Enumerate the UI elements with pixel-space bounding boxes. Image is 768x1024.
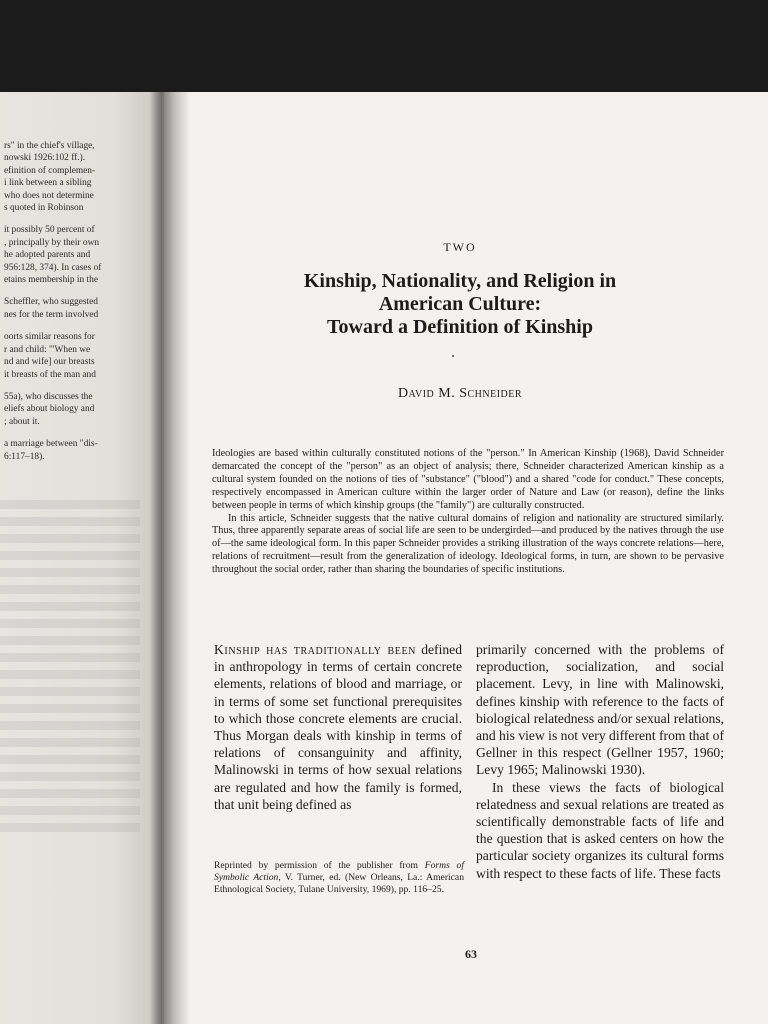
- body-paragraph: primarily concerned with the problems of reproduction, socialization, and social placement. Levy, in line with Malinowski, defines kinship with reference to the facts of biological relatedness and/or sexual relations, and his view is not very different from that of Gellner in this respect (Gellner 1957, 1960; Levy 1965; Malinowski 1930).: [476, 642, 725, 778]
- note-line: 956:128, 374). In cases of: [4, 262, 102, 273]
- title-line: Kinship, Nationality, and Religion in: [303, 270, 617, 292]
- note-line: , principally by their own: [4, 237, 100, 248]
- body-paragraph: In these views the facts of biological relatedness and sexual relations are treated as scientifically demonstrable facts of life and the question that is asked centers on how the particular society organizes its cultural forms with respect to these facts of life. These facts: [476, 779, 724, 881]
- note-line: oorts similar reasons for: [4, 332, 95, 343]
- note-block-4: [4, 331, 124, 381]
- footnote-text: , V. Turner, ed. (New Orleans, La.: American Ethnological Society, Tulane University, 1969), pp. 116–25.: [214, 872, 464, 896]
- note-line: who does not determine: [4, 190, 94, 201]
- note-line: 6:117–18).: [4, 451, 45, 462]
- note-line: nd and wife] our breasts: [4, 357, 95, 368]
- note-line: it possibly 50 percent of: [4, 225, 95, 236]
- facing-page-notes: [4, 140, 124, 473]
- note-line: eliefs about biology and: [4, 404, 95, 415]
- note-line: rs" in the chief's village,: [4, 141, 95, 151]
- note-line: 55a), who discusses the: [4, 391, 93, 402]
- abstract-paragraph-2: In this article, Schneider suggests that the native cultural domains of religion and nationality are structured similarly. Thus, three apparently separate areas of social life are seen to be undergirded—and produced by the natives through the use of—the same ideological form. In this paper Schneider provides a striking illustration of the ways concrete relations—here, relations of recruitment—result from the generalization of ideology. Ideological forms, in turn, are shown to be pervasive throughout the social order, rather than sharing the boundaries of specific institutions.: [212, 512, 724, 576]
- book-spine-edge: [162, 92, 164, 1024]
- note-line: ; about it.: [4, 416, 40, 427]
- note-line: he adopted parents and: [4, 250, 91, 261]
- author-name: David M. Schneider: [397, 386, 523, 401]
- note-line: Scheffler, who suggested: [4, 297, 98, 308]
- book-gutter-shadow: [150, 92, 190, 1024]
- note-block-3: [4, 296, 124, 321]
- title-line: Toward a Definition of Kinship: [327, 316, 593, 338]
- author-byline: [196, 386, 724, 402]
- reprint-footnote: [214, 860, 464, 897]
- body-column-right: [476, 641, 724, 882]
- opening-words: Kinship has traditionally been: [214, 642, 416, 657]
- note-line: efinition of complemen-: [4, 165, 96, 176]
- bleed-through-text: [0, 500, 140, 840]
- footnote-book-title: Forms of Symbolic Action: [214, 860, 464, 884]
- abstract-paragraph-1: Ideologies are based within culturally constituted notions of the "person." In American Kinship (1968), David Schneider demarcated the concept of the "person" as an object of analysis; there, Schneider characterized American kinship as a cultural system founded on the notions of ties of "substance" ("blood") and a shared "code for conduct." These concepts, respectively encompassed in American culture within the larger order of Nature and Law (or reason), define the links between people in terms of which kinship groups (the "family") are culturally constructed.: [212, 448, 724, 511]
- page-number: 63: [465, 947, 477, 961]
- note-block-6: [4, 438, 124, 463]
- note-line: it breasts of the man and: [4, 369, 96, 380]
- footnote-text: Reprinted by permission of the publisher from: [214, 860, 425, 871]
- body-text: defined in anthropology in terms of certain concrete elements, relations of blood and marriage, or in terms of some set functional prerequisites to which those concrete elements are crucial. Thus Morgan deals with kinship in terms of relations of consanguinity and affinity, Malinowski in terms of how sexual relations are regulated and how the family is formed, that unit being defined as: [214, 642, 462, 812]
- ornament-dot: [452, 355, 454, 357]
- note-line: nowski 1926:102 ff.).: [4, 153, 86, 164]
- title-line: American Culture:: [378, 293, 542, 315]
- note-line: r and child: "'When we: [4, 344, 91, 355]
- body-column-left: [214, 641, 462, 813]
- editor-abstract: [212, 448, 724, 577]
- note-line: a marriage between "dis-: [4, 439, 98, 450]
- body-paragraph: [214, 641, 462, 813]
- note-line: nes for the term involved: [4, 309, 99, 320]
- note-line: etains membership in the: [4, 275, 98, 286]
- note-block-5: [4, 391, 124, 428]
- chapter-title: [196, 270, 724, 339]
- note-line: i link between a sibling: [4, 178, 92, 189]
- scan-top-band: [0, 0, 768, 92]
- note-line: s quoted in Robinson: [4, 203, 84, 214]
- note-block-1: [4, 140, 124, 214]
- note-block-2: [4, 224, 124, 286]
- chapter-label: TWO: [443, 240, 477, 254]
